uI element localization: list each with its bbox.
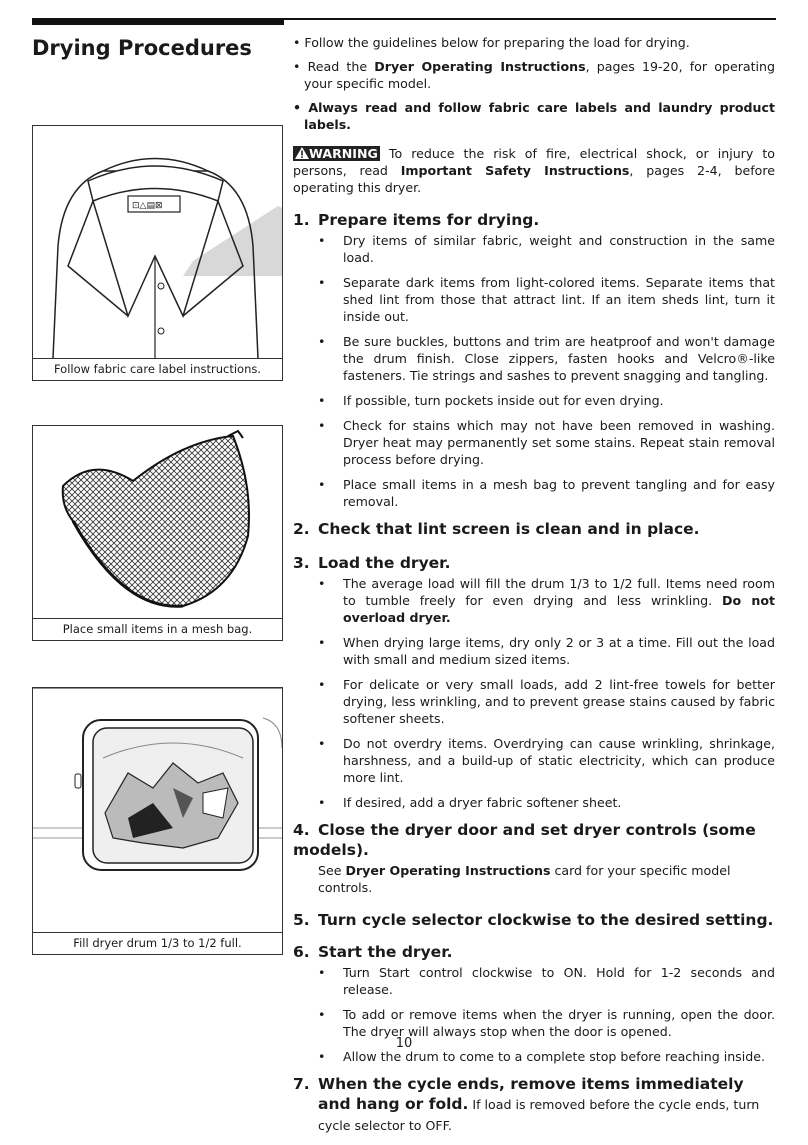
dryer-operating-instructions-ref: Dryer Operating Instructions	[374, 59, 586, 74]
list-item: • Dry items of similar fabric, weight and construction in the same load.	[293, 232, 775, 266]
figure-caption: Follow fabric care label instructions.	[53, 362, 262, 376]
figure-caption: Place small items in a mesh bag.	[62, 622, 253, 636]
instructions-column	[293, 34, 775, 1145]
list-item: • The average load will fill the drum 1/3 to 1/2 full. Items need room to tumble freely for even drying and less wrinkling. Do not overload dryer.	[293, 575, 775, 626]
step-note: If load is removed before the cycle ends, turn cycle selector to OFF.	[318, 1097, 760, 1133]
important-safety-ref: Important Safety Instructions	[400, 163, 630, 178]
warning-badge: WARNING	[293, 146, 380, 161]
list-item: • If possible, turn pockets inside out for even drying.	[293, 392, 775, 409]
step-heading: 1. Prepare items for drying.	[293, 211, 540, 229]
list-item: • Separate dark items from light-colored items. Separate items that shed lint from those that attract lint. If an item sheds lint, turn it inside out.	[293, 274, 775, 325]
header-rule-thin	[284, 18, 776, 20]
step-heading: 4. Close the dryer door and set dryer controls (some models).	[293, 821, 756, 859]
step-4	[293, 820, 775, 896]
list-item: • Be sure buckles, buttons and trim are heatproof and won't damage the drum finish. Close zippers, fasten hooks and Velcro®-like fasteners. Tie strings and sashes to prevent snagging and tangling.	[293, 333, 775, 384]
shirt-collar-illustration	[33, 126, 282, 359]
step-1	[293, 210, 775, 510]
step-heading: 5. Turn cycle selector clockwise to the desired setting.	[293, 911, 774, 929]
step-bullets	[293, 575, 775, 811]
step-2	[293, 519, 775, 539]
step-bullets	[293, 232, 775, 510]
step-3	[293, 553, 775, 811]
step-note: See Dryer Operating Instructions card for your specific model controls.	[318, 863, 731, 895]
list-item: • Allow the drum to come to a complete stop before reaching inside.	[293, 1048, 775, 1065]
list-item: • Do not overdry items. Overdrying can cause wrinkling, shrinkage, harshness, and a build-up of static electricity, which can produce more lint.	[293, 735, 775, 786]
page-number: 10	[395, 1036, 413, 1051]
list-item: • Check for stains which may not have been removed in washing. Dryer heat may permanently set some stains. Repeat stain removal process before drying.	[293, 417, 775, 468]
mesh-bag-illustration	[33, 426, 282, 619]
list-item: • For delicate or very small loads, add 2 lint-free towels for better drying, less wrinkling, and to prevent grease stains caused by fabric softener sheets.	[293, 676, 775, 727]
warning-notice: WARNING To reduce the risk of fire, electrical shock, or injury to persons, read Important Safety Instructions, pages 2-4, before operating this dryer.	[293, 146, 775, 195]
step-heading: 3. Load the dryer.	[293, 554, 451, 572]
step-5	[293, 910, 775, 930]
step-7	[293, 1074, 775, 1136]
warning-triangle-icon	[295, 147, 309, 159]
intro-item: • Always read and follow fabric care labels and laundry product labels.	[293, 100, 775, 132]
list-item: • To add or remove items when the dryer is running, open the door. The dryer will always stop when the door is opened.	[293, 1006, 775, 1040]
list-item: • If desired, add a dryer fabric softener sheet.	[293, 794, 775, 811]
dryer-drum-illustration	[33, 688, 282, 933]
header-rule-thick	[32, 18, 284, 25]
list-item: • When drying large items, dry only 2 or 3 at a time. Fill out the load with small and medium sized items.	[293, 634, 775, 668]
page-title: Drying Procedures	[32, 36, 252, 60]
step-heading: 2. Check that lint screen is clean and in place.	[293, 520, 700, 538]
door-latch-icon	[75, 774, 81, 788]
figure-dryer-drum	[32, 687, 283, 955]
figure-caption: Fill dryer drum 1/3 to 1/2 full.	[73, 936, 242, 950]
intro-item: • Follow the guidelines below for preparing the load for drying.	[293, 35, 690, 50]
steps-list	[293, 210, 775, 1136]
list-item: • Turn Start control clockwise to ON. Hold for 1-2 seconds and release.	[293, 964, 775, 998]
intro-item: • Read the Dryer Operating Instructions, pages 19-20, for operating your specific model.	[293, 59, 776, 91]
step-heading: 6. Start the dryer.	[293, 943, 453, 961]
figure-mesh-bag	[32, 425, 283, 641]
list-item: • Place small items in a mesh bag to prevent tangling and for easy removal.	[293, 476, 775, 510]
figure-care-label	[32, 125, 283, 381]
svg-text:⊡△▤⊠: ⊡△▤⊠	[132, 201, 163, 211]
step-heading: 7. When the cycle ends, remove items immediately and hang or fold. If load is removed before the cycle ends, turn cycle selector to OFF.	[293, 1075, 760, 1133]
